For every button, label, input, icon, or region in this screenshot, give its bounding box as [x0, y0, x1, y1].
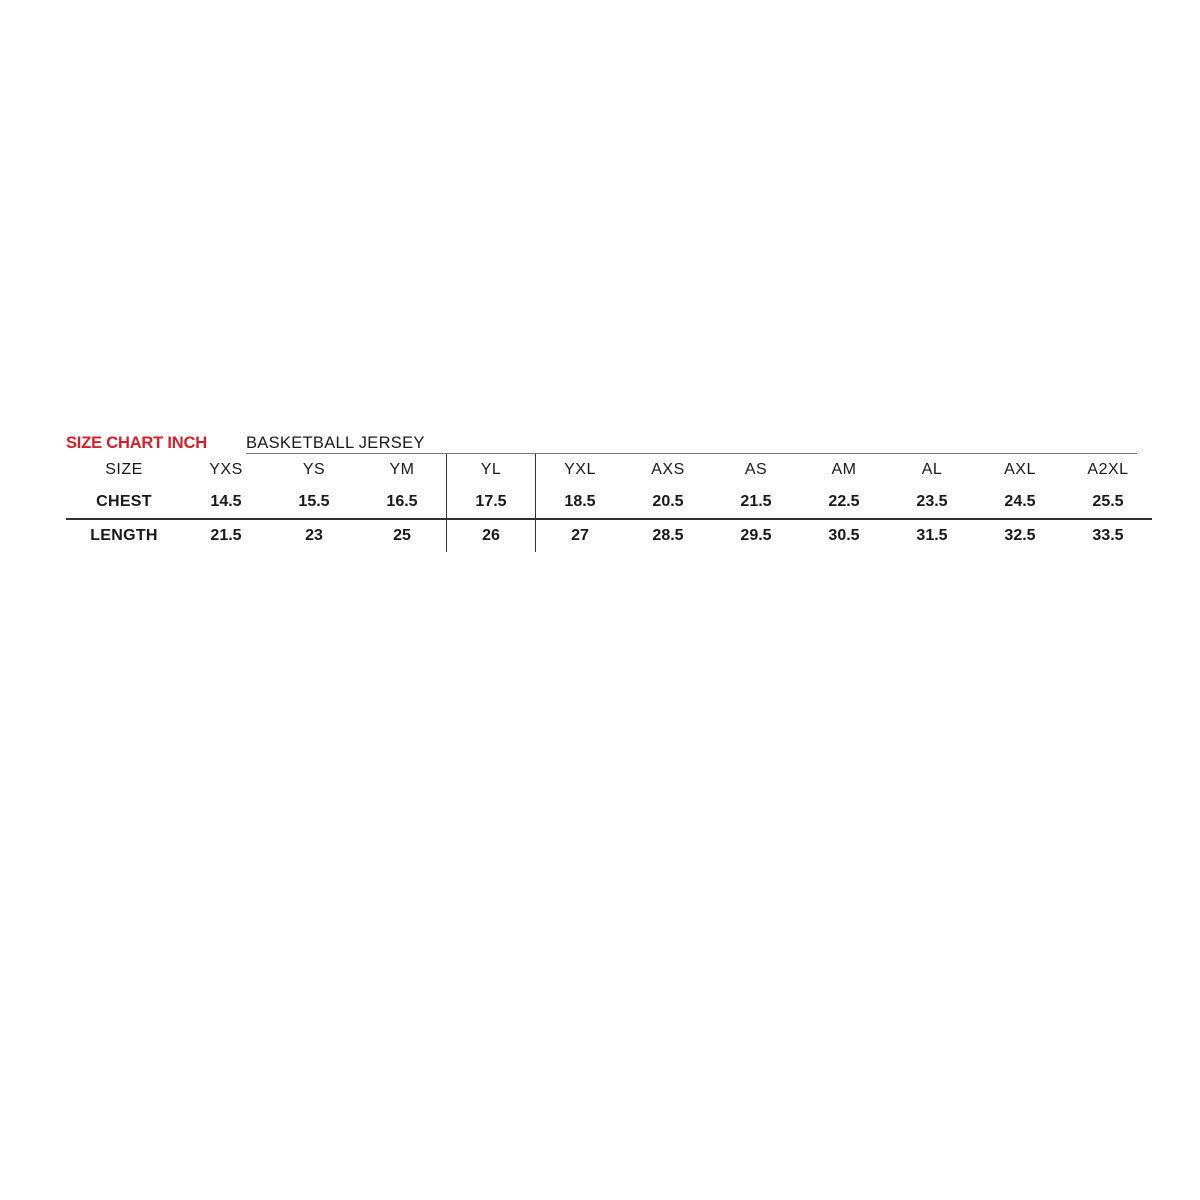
length-row — [66, 519, 1152, 552]
chest-value: 22.5 — [800, 486, 888, 519]
length-value: 31.5 — [916, 527, 948, 544]
chest-value: 18.5 — [536, 486, 625, 519]
length-value: 25 — [393, 527, 411, 544]
length-value: 23 — [305, 527, 323, 544]
chest-value: 25.5 — [1064, 486, 1152, 519]
length-value: 32.5 — [1004, 527, 1036, 544]
chest-value: 20.5 — [624, 486, 712, 519]
size-row — [66, 454, 1152, 486]
size-a2xl: A2XL — [1087, 461, 1129, 478]
chart-subtitle: BASKETBALL JERSEY — [246, 434, 425, 452]
chest-value: 15.5 — [270, 486, 358, 519]
chest-value: 21.5 — [712, 486, 800, 519]
chest-value: 23.5 — [888, 486, 976, 519]
size-as: AS — [744, 461, 768, 478]
size-ym: YM — [389, 461, 415, 478]
chest-value: 16.5 — [358, 486, 447, 519]
size-header-label: SIZE — [105, 461, 143, 478]
size-yxs: YXS — [209, 461, 243, 478]
chest-label: CHEST — [66, 486, 182, 519]
length-value: 29.5 — [740, 527, 772, 544]
length-value: 28.5 — [652, 527, 684, 544]
size-yl: YL — [447, 454, 536, 486]
size-al: AL — [921, 461, 943, 478]
size-am: AM — [831, 461, 857, 478]
size-axl: AXL — [1004, 461, 1036, 478]
chart-title: SIZE CHART INCH — [66, 434, 207, 452]
size-chart — [66, 432, 1138, 544]
size-ys: YS — [302, 461, 326, 478]
length-label: LENGTH — [90, 527, 158, 544]
length-value: 21.5 — [210, 527, 242, 544]
chest-value: 17.5 — [447, 486, 536, 519]
length-value: 27 — [536, 519, 625, 552]
length-value: 30.5 — [828, 527, 860, 544]
length-value: 33.5 — [1092, 527, 1124, 544]
chest-row — [66, 486, 1152, 519]
size-table — [66, 454, 1152, 552]
size-yxl: YXL — [536, 454, 625, 486]
length-value: 26 — [447, 519, 536, 552]
chest-value: 24.5 — [976, 486, 1064, 519]
chart-heading — [66, 432, 1138, 454]
size-axs: AXS — [651, 461, 685, 478]
chest-value: 14.5 — [182, 486, 270, 519]
